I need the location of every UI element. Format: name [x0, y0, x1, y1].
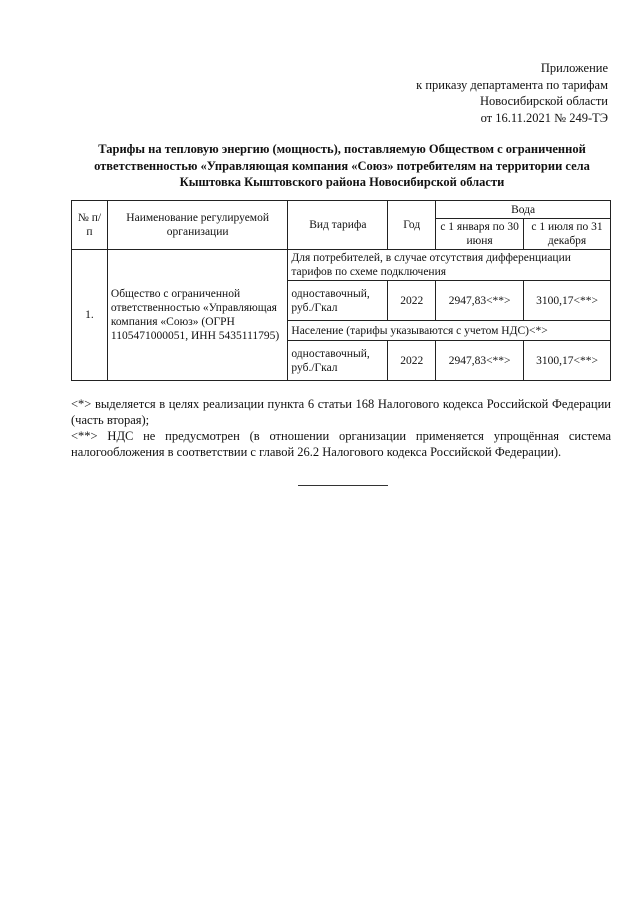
appendix-line-4: от 16.11.2021 № 249-ТЭ	[480, 110, 608, 125]
tariff-value-2-1: 2947,83<**>	[436, 341, 524, 381]
tariff-table	[71, 200, 611, 381]
appendix-line-3: Новосибирской области	[479, 94, 608, 108]
tariff-year-2: 2022	[388, 341, 436, 381]
organization-name: Общество с ограниченной ответственностью «Управляющая компания «Союз» (ОГРН 1105471000051, ИНН 5435111795)	[107, 250, 288, 381]
tariff-value-1-2: 3100,17<**>	[524, 281, 611, 321]
document-title: Тарифы на тепловую энергию (мощность), поставляемую Обществом с ограниченной ответственностью «Управляющая компания «Союз» потребителям на территории села Кыштовка Кыштовского района Новосибирской области	[94, 142, 590, 189]
appendix-header	[308, 60, 608, 126]
row-number: 1.	[72, 250, 108, 381]
tariff-value-1-1: 2947,83<**>	[436, 281, 524, 321]
separator-line	[298, 485, 388, 486]
footnotes	[71, 396, 611, 460]
header-period-2: с 1 июля по 31 декабря	[524, 219, 611, 250]
header-tariff-type: Вид тарифа	[288, 201, 388, 250]
tariff-year-1: 2022	[388, 281, 436, 321]
header-year: Год	[388, 201, 436, 250]
footnote-1: <*> выделяется в целях реализации пункта 6 статьи 168 Налогового кодекса Российской Федерации (часть вторая);	[71, 397, 611, 427]
tariff-type-1: одноставочный, руб./Гкал	[288, 281, 388, 321]
footnote-2: <**> НДС не предусмотрен (в отношении организации применяется упрощённая система налогообложения в соответствии с главой 26.2 Налогового кодекса Российской Федерации).	[71, 429, 611, 459]
header-org: Наименование регулируемой организации	[107, 201, 288, 250]
tariff-type-2: одноставочный, руб./Гкал	[288, 341, 388, 381]
tariff-value-2-2: 3100,17<**>	[524, 341, 611, 381]
header-period-1: с 1 января по 30 июня	[436, 219, 524, 250]
header-num: № п/п	[72, 201, 108, 250]
appendix-line-2: к приказу департамента по тарифам	[416, 77, 608, 92]
header-water: Вода	[436, 201, 611, 219]
section-label-1: Для потребителей, в случае отсутствия дифференциации тарифов по схеме подключения	[288, 250, 611, 281]
section-label-2: Население (тарифы указываются с учетом НДС)<*>	[288, 321, 611, 341]
appendix-line-1: Приложение	[540, 61, 608, 75]
